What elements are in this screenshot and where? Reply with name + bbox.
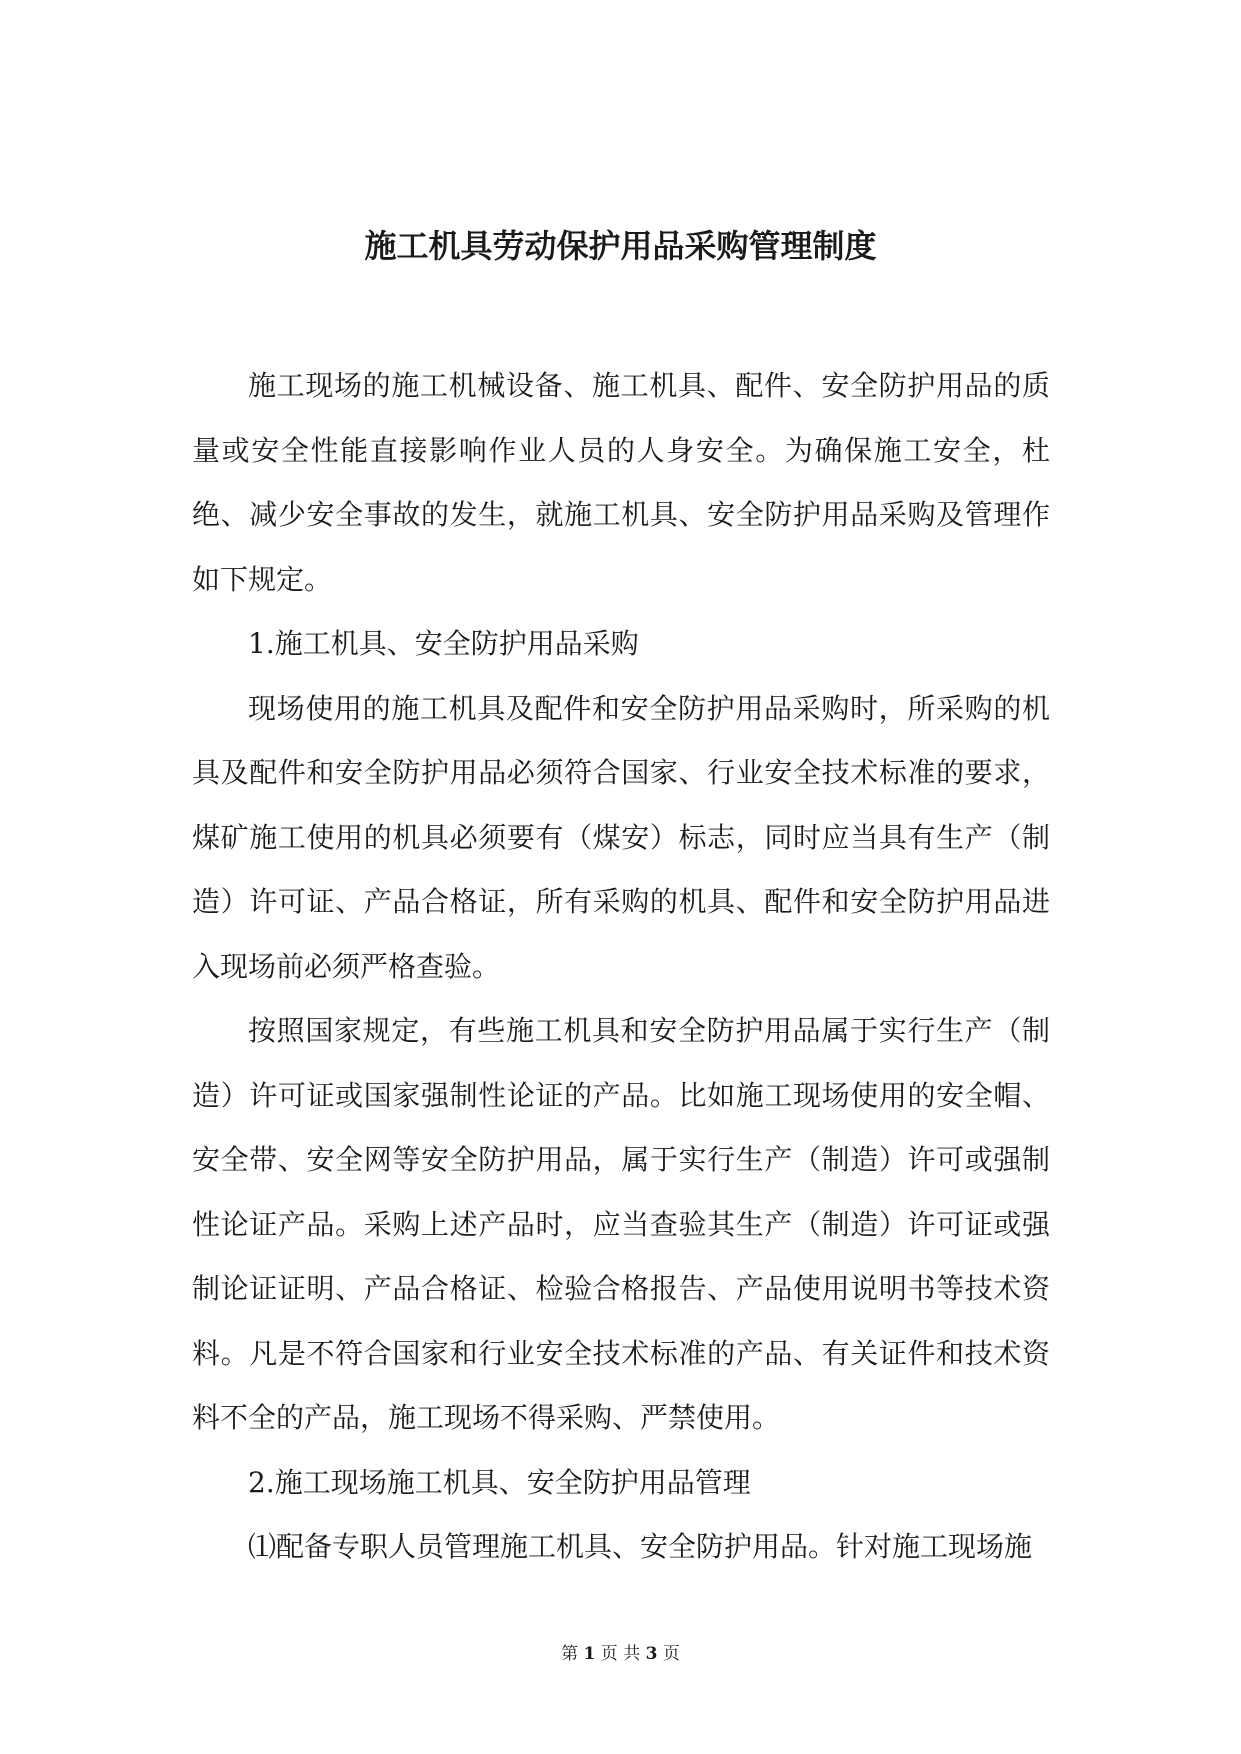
footer-middle: 页 共 — [600, 1644, 641, 1664]
footer-page-number: 1 — [583, 1644, 596, 1664]
document-body — [192, 354, 1050, 1580]
paragraph-management-1: ⑴配备专职人员管理施工机具、安全防护用品。针对施工现场施 — [248, 1530, 1033, 1563]
footer-total-pages: 3 — [645, 1644, 658, 1664]
footer-prefix: 第 — [561, 1644, 579, 1664]
section-heading-2: 2.施工现场施工机具、安全防护用品管理 — [248, 1465, 751, 1499]
page-footer — [0, 1642, 1241, 1666]
paragraph-intro: 施工现场的施工机械设备、施工机具、配件、安全防护用品的质量或安全性能直接影响作业人员的人身安全。为确保施工安全，杜绝、减少安全事故的发生，就施工机具、安全防护用品采购及管理作如下规定。 — [192, 369, 1050, 596]
document-title: 施工机具劳动保护用品采购管理制度 — [364, 227, 877, 265]
paragraph-procurement: 现场使用的施工机具及配件和安全防护用品采购时，所采购的机具及配件和安全防护用品必须符合国家、行业安全技术标准的要求，煤矿施工使用的机具必须要有（煤安）标志，同时应当具有生产（制造）许可证、产品合格证，所有采购的机具、配件和安全防护用品进入现场前必须严格查验。 — [192, 691, 1050, 983]
section-heading-1: 1.施工机具、安全防护用品采购 — [248, 627, 639, 660]
footer-suffix: 页 — [662, 1644, 680, 1664]
paragraph-regulations: 按照国家规定，有些施工机具和安全防护用品属于实行生产（制造）许可证或国家强制性论证的产品。比如施工现场使用的安全帽、安全带、安全网等安全防护用品，属于实行生产（制造）许可或强制性论证产品。采购上述产品时，应当查验其生产（制造）许可证或强制论证证明、产品合格证、检验合格报告、产品使用说明书等技术资料。凡是不符合国家和行业安全技术标准的产品、有关证件和技术资料不全的产品，施工现场不得采购、严禁使用。 — [192, 1014, 1050, 1434]
